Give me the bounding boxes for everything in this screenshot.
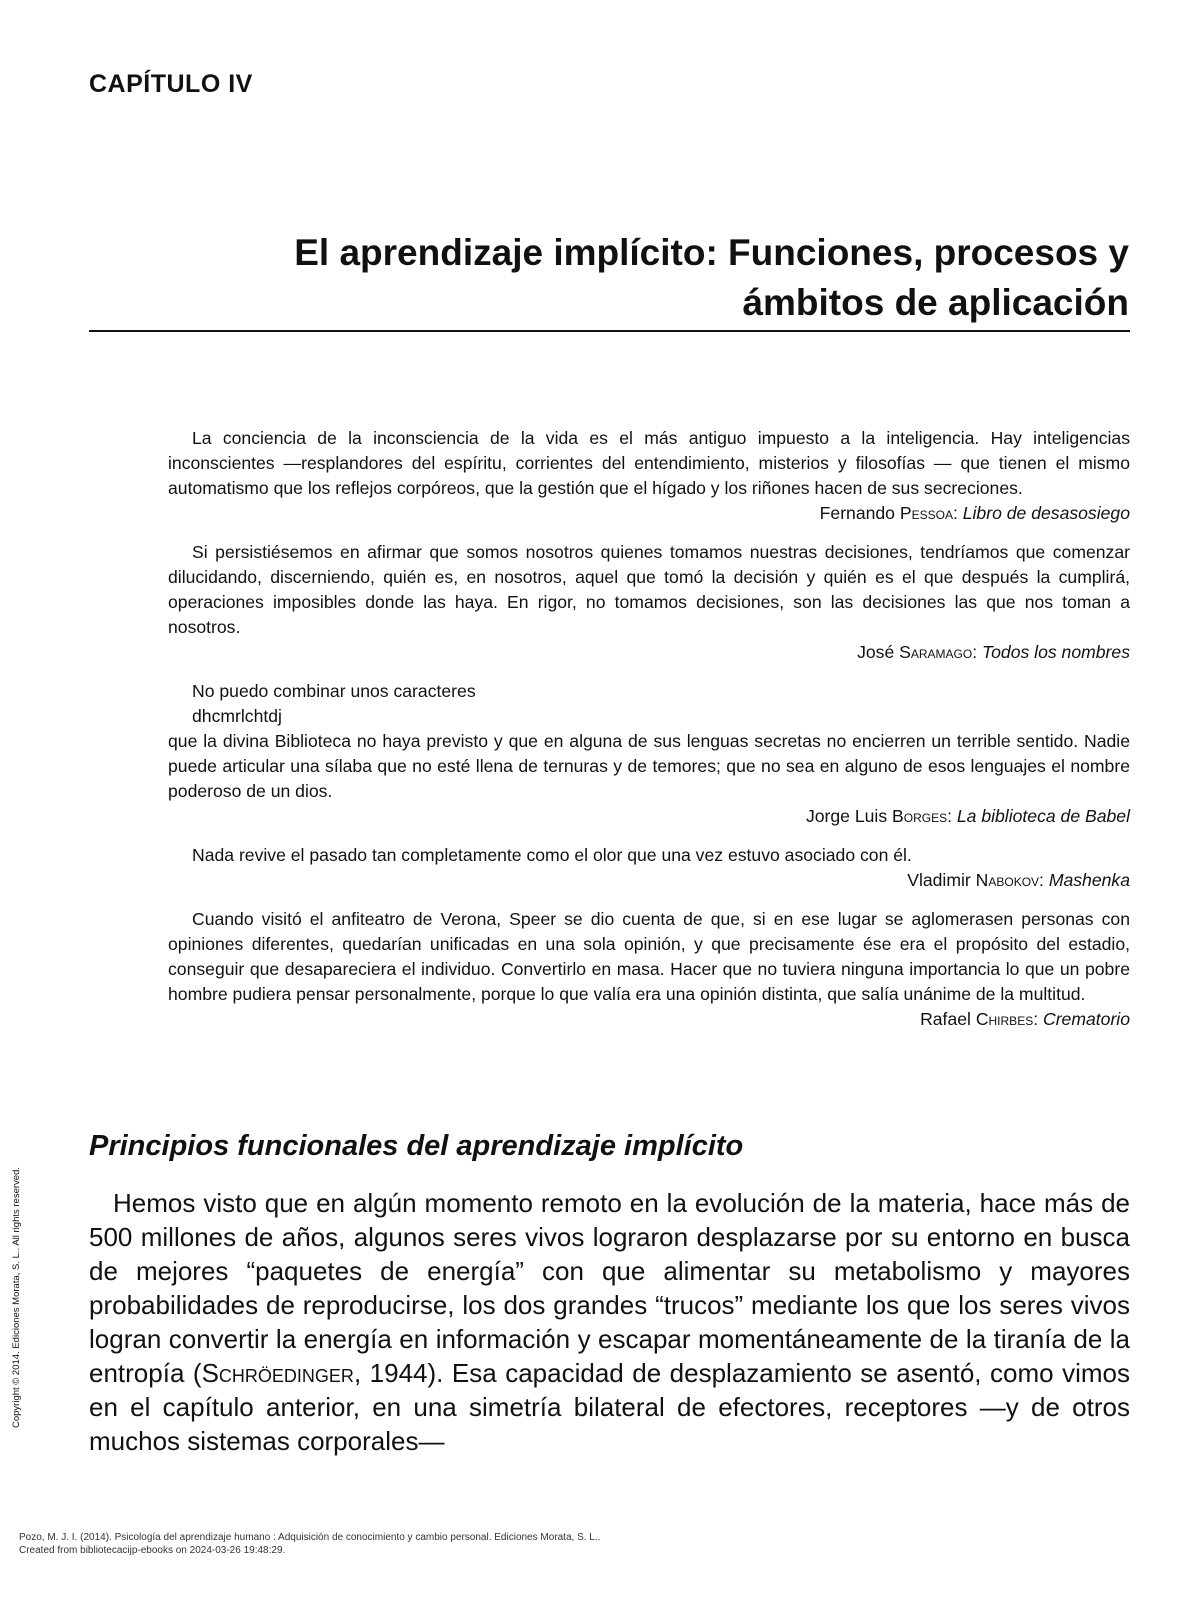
chapter-title-line-2: ámbitos de aplicación [742,282,1129,323]
epigraph-chirbes [168,907,1130,1032]
epigraph-work: Crematorio [1042,1009,1130,1029]
epigraph-borges [168,679,1130,829]
footer-reference: Pozo, M. J. I. (2014). Psicología del aprendizaje humano : Adquisición de conocimiento y cambio personal. Ediciones Morata, S. L.. [19,1532,601,1543]
epigraph-pessoa [168,426,1130,526]
epigraph-line: dhcmrlchtdj [192,706,282,726]
citation-author: Schröedinger [201,1358,354,1388]
footer-citation [19,1531,600,1557]
section-heading: Principios funcionales del aprendizaje implícito [89,1130,744,1162]
epigraph-saramago [168,540,1130,665]
epigraph-attribution: Rafael Chirbes: Crematorio [920,1009,1130,1029]
epigraph-work: Libro de desasosiego [962,503,1130,523]
epigraph-nabokov [168,843,1130,893]
epigraph-attribution: Jorge Luis Borges: La biblioteca de Babel [805,806,1130,826]
footer-created: Created from bibliotecacijp-ebooks on 2024-03-26 19:48:29. [19,1545,286,1556]
chapter-label: CAPÍTULO IV [89,70,253,98]
epigraph-attribution: Vladimir Nabokov: Mashenka [907,870,1130,890]
epigraph-work: La biblioteca de Babel [956,806,1130,826]
epigraph-attribution: José Saramago: Todos los nombres [857,642,1130,662]
epigraph-text: Si persistiésemos en afirmar que somos nosotros quienes tomamos nuestras decisiones, tendríamos que comenzar dilucidando, discerniendo, quién es, en nosotros, aquel que tomó la decisión y quién es el que después la cumplirá, operaciones imposibles donde las haya. En rigor, no tomamos decisiones, son las decisiones las que nos toman a nosotros. [168,542,1130,637]
chapter-title [89,228,1129,328]
side-copyright-notice: Copyright © 2014. Ediciones Morata, S. L.. All rights reserved. [11,1167,22,1428]
epigraph-text: Nada revive el pasado tan completamente como el olor que una vez estuvo asociado con él. [192,845,912,865]
title-rule [89,330,1130,332]
chapter-title-line-1: El aprendizaje implícito: Funciones, procesos y [294,232,1129,273]
epigraph-attribution: Fernando Pessoa: Libro de desasosiego [819,503,1130,523]
epigraph-work: Mashenka [1048,870,1130,890]
epigraph-text: La conciencia de la inconsciencia de la vida es el más antiguo impuesto a la inteligencia. Hay inteligencias inconscientes —resplandores del espíritu, corrientes del entendimiento, misterios y filosofías — que tienen el mismo automatismo que los reflejos corpóreos, que la gestión que el hígado y los riñones hacen de sus secreciones. [168,428,1130,498]
epigraphs [168,426,1130,1046]
body-paragraph: Hemos visto que en algún momento remoto en la evolución de la materia, hace más de 500 millones de años, algunos seres vivos lograron desplazarse por su entorno en busca de mejores “paquetes de energía” con que alimentar su metabolismo y mayores probabilidades de reproducirse, los dos grandes “trucos” mediante los que los seres vivos logran convertir la energía en información y escapar momentáneamente de la tiranía de la entropía (Schröedinger, 1944). Esa capacidad de desplazamiento se asentó, como vimos en el capítulo anterior, en una simetría bilateral de efectores, receptores —y de otros muchos sistemas corporales— [89,1188,1131,1456]
epigraph-text: que la divina Biblioteca no haya previsto y que en alguna de sus lenguas secretas no encierren un terrible sentido. Nadie puede articular una sílaba que no esté llena de ternuras y de temores; que no sea en alguno de esos lenguajes el nombre poderoso de un dios. [168,731,1130,801]
epigraph-work: Todos los nombres [982,642,1130,662]
epigraph-line: No puedo combinar unos caracteres [192,681,476,701]
epigraph-text: Cuando visitó el anfiteatro de Verona, Speer se dio cuenta de que, si en ese lugar se aglomerasen personas con opiniones diferentes, quedarían unificadas en una sola opinión, y que precisamente ése era el propósito del estadio, conseguir que desapareciera el individuo. Convertirlo en masa. Hacer que no tuviera ninguna importancia lo que un pobre hombre pudiera pensar personalmente, porque lo que valía era una opinión distinta, que salía unánime de la multitud. [168,909,1130,1004]
